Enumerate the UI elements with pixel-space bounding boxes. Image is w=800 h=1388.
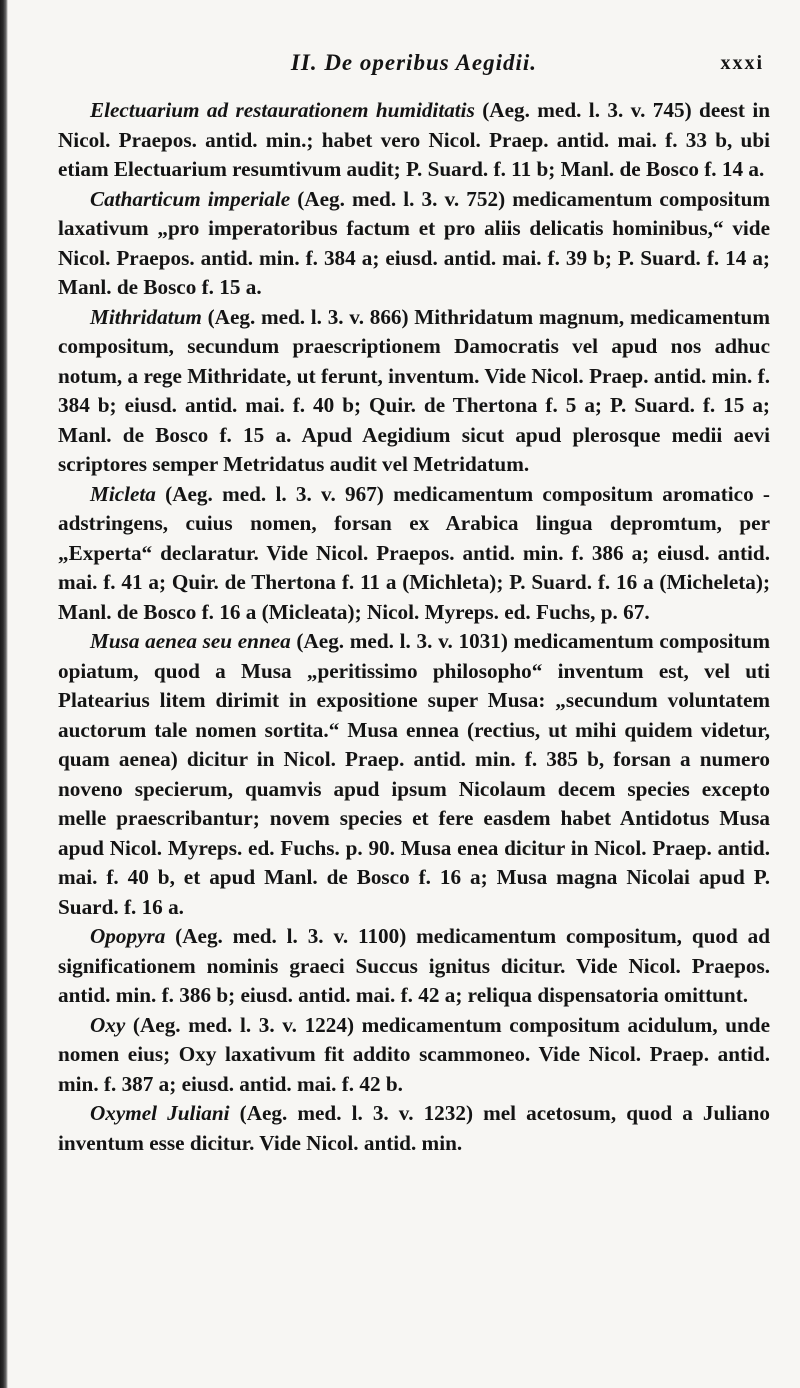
entry-text: (Aeg. med. l. 3. v. 967) medicamentum compositum aromatico - adstringens, cuius nomen, forsan ex Arabica lingua depromtum, per „Experta“ declaratur. Vide Nicol. Praepos. antid. min. f. 386 a; eiusd. antid. mai. f. 41 a; Quir. de Thertona f. 11 a (Michleta); P. Suard. f. 16 a (Micheleta); Manl. de Bosco f. 16 a (Micleata); Nicol. Myreps. ed. Fuchs, p. 67. (58, 481, 770, 624)
entry-text: (Aeg. med. l. 3. v. 1100) medicamentum compositum, quod ad significationem nominis graeci Succus ignitus dicitur. Vide Nicol. Praepos. antid. min. f. 386 b; eiusd. antid. mai. f. 42 a; reliqua dispensatoria omittunt. (58, 924, 770, 1007)
entry-mithridatum (58, 303, 770, 480)
running-head (58, 50, 770, 80)
entry-text: (Aeg. med. l. 3. v. 1232) mel acetosum, quod a Juliano inventum esse dicitur. Vide Nicol. antid. min. (58, 1101, 771, 1155)
entry-lemma: Catharticum imperiale (90, 186, 291, 211)
running-title: II. De operibus Aegidii. (290, 50, 538, 75)
entry-oxymel-juliani (58, 1099, 770, 1158)
entry-lemma: Mithridatum (90, 304, 202, 329)
entry-text: (Aeg. med. l. 3. v. 752) medicamentum compositum laxativum „pro imperatoribus factum et pro aliis delicatis hominibus,“ vide Nicol. Praepos. antid. min. f. 384 a; eiusd. antid. mai. f. 39 b; P. Suard. f. 14 a; Manl. de Bosco f. 15 a. (58, 186, 771, 299)
entry-oxy (58, 1011, 770, 1100)
entry-musa (58, 627, 770, 922)
entry-micleta (58, 480, 770, 628)
entry-text: (Aeg. med. l. 3. v. 1031) medicamentum compositum opiatum, quod a Musa „peritissimo philosopho“ inventum est, vel uti Platearius litem dirimit in expositione super Musa: „secundum voluntatem auctorum tale nomen sortita.“ Musa ennea (rectius, ut mihi quidem videtur, quam aenea) dicitur in Nicol. Praep. antid. min. f. 385 b, forsan a numero noveno specierum, quamvis apud ipsum Nicolaum decem species excepto melle praescribantur; novem species et fere easdem habet Antidotus Musa apud Nicol. Myreps. ed. Fuchs. p. 90. Musa enea dicitur in Nicol. Praep. antid. mai. f. 40 b, et apud Manl. de Bosco f. 16 a; Musa magna Nicolai apud P. Suard. f. 16 a. (58, 629, 770, 919)
page-binding-edge (0, 0, 8, 1388)
entry-text: (Aeg. med. l. 3. v. 745) deest in Nicol. Praepos. antid. min.; habet vero Nicol. Praep. antid. mai. f. 33 b, ubi etiam Electuarium resumtivum audit; P. Suard. f. 11 b; Manl. de Bosco f. 14 a. (58, 98, 771, 181)
entry-lemma: Opopyra (90, 924, 166, 948)
entry-lemma: Oxymel Juliani (90, 1101, 230, 1125)
entry-catharticum (58, 185, 770, 303)
page-number: xxxi (720, 52, 764, 74)
entry-lemma: Electuarium ad restaurationem humiditatis (90, 98, 475, 122)
entry-lemma: Musa aenea seu ennea (90, 629, 291, 653)
book-page (58, 0, 770, 1388)
entry-text: (Aeg. med. l. 3. v. 866) Mithridatum magnum, medicamentum compositum, secundum praescriptionem Damocratis vel apud nos adhuc notum, a rege Mithridate, ut ferunt, inventum. Vide Nicol. Praep. antid. min. f. 384 b; eiusd. antid. mai. f. 40 b; Quir. de Thertona f. 5 a; P. Suard. f. 15 a; Manl. de Bosco f. 15 a. Apud Aegidium sicut apud plerosque medii aevi scriptores semper Metridatus audit vel Metridatum. (58, 304, 770, 476)
entry-lemma: Oxy (90, 1012, 126, 1037)
entry-text: (Aeg. med. l. 3. v. 1224) medicamentum compositum acidulum, unde nomen eius; Oxy laxativum fit addito scammoneo. Vide Nicol. Praep. antid. min. f. 387 a; eiusd. antid. mai. f. 42 b. (58, 1012, 770, 1096)
entry-lemma: Micleta (90, 481, 156, 506)
entry-electuarium (58, 96, 770, 185)
entry-opopyra (58, 922, 770, 1011)
entry-list (58, 96, 770, 1158)
